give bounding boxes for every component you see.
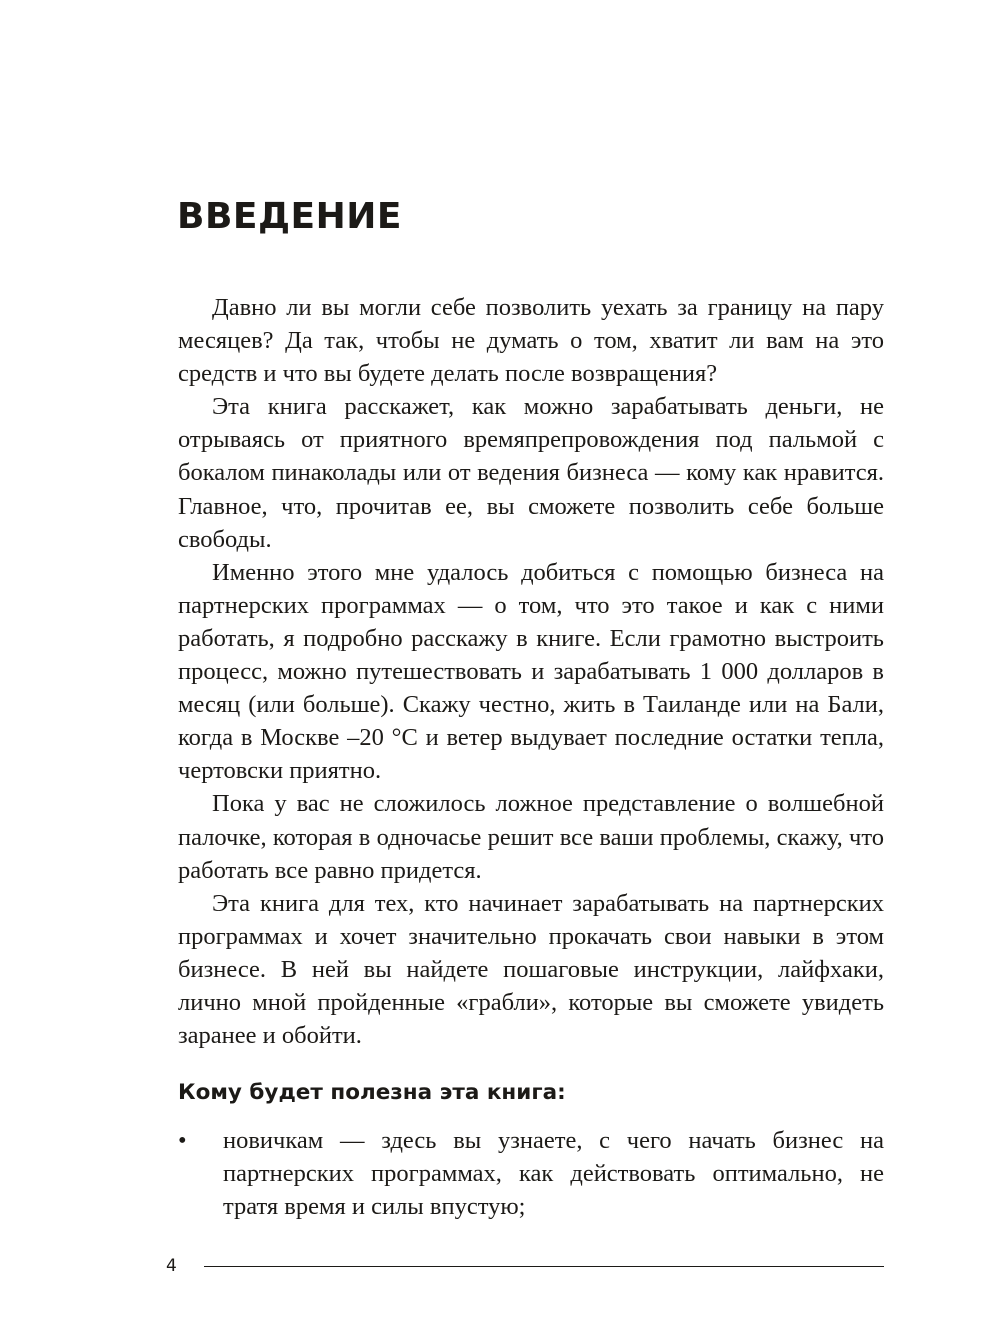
footer-rule	[204, 1266, 884, 1267]
body-text	[178, 291, 884, 1052]
paragraph: Давно ли вы могли себе позволить уехать за границу на пару месяцев? Да так, чтобы не думать о том, хватит ли вам на это средств и что вы будете делать после возвращения?	[178, 294, 884, 388]
paragraph: Именно этого мне удалось добиться с помощью бизнеса на партнерских программах — о том, что это такое и как с ними работать, я подробно расскажу в книге. Если грамотно выстроить процесс, можно путешествовать и зарабатывать 1 000 долларов в месяц (или больше). Скажу честно, жить в Таиланде или на Бали, когда в Москве –20 °C и ветер выдувает последние остатки тепла, чертовски приятно.	[178, 558, 884, 785]
paragraph: Эта книга расскажет, как можно зарабатывать деньги, не отрываясь от приятного времяпрепровождения под пальмой с бокалом пинаколады или от ведения бизнеса — кому как нравится. Главное, что, прочитав ее, вы сможете позволить себе больше свободы.	[178, 393, 884, 553]
section-heading: Кому будет полезна эта книга:	[178, 1080, 566, 1105]
page-footer	[166, 1254, 884, 1278]
list-item	[178, 1124, 884, 1223]
bullet-list	[178, 1124, 884, 1223]
bullet-icon: •	[178, 1127, 187, 1154]
chapter-title: ВВЕДЕНИЕ	[177, 196, 402, 237]
paragraph: Пока у вас не сложилось ложное представление о волшебной палочке, которая в одночасье решит все ваши проблемы, скажу, что работать все равно придется.	[178, 790, 884, 884]
page-number: 4	[166, 1256, 177, 1276]
list-item-text: новичкам — здесь вы узнаете, с чего начать бизнес на партнерских программах, как действовать оптимально, не тратя время и силы впустую;	[223, 1127, 884, 1221]
paragraph: Эта книга для тех, кто начинает зарабатывать на партнерских программах и хочет значительно прокачать свои навыки в этом бизнесе. В ней вы найдете пошаговые инструкции, лайфхаки, лично мной пройденные «грабли», которые вы сможете увидеть заранее и обойти.	[178, 889, 884, 1050]
